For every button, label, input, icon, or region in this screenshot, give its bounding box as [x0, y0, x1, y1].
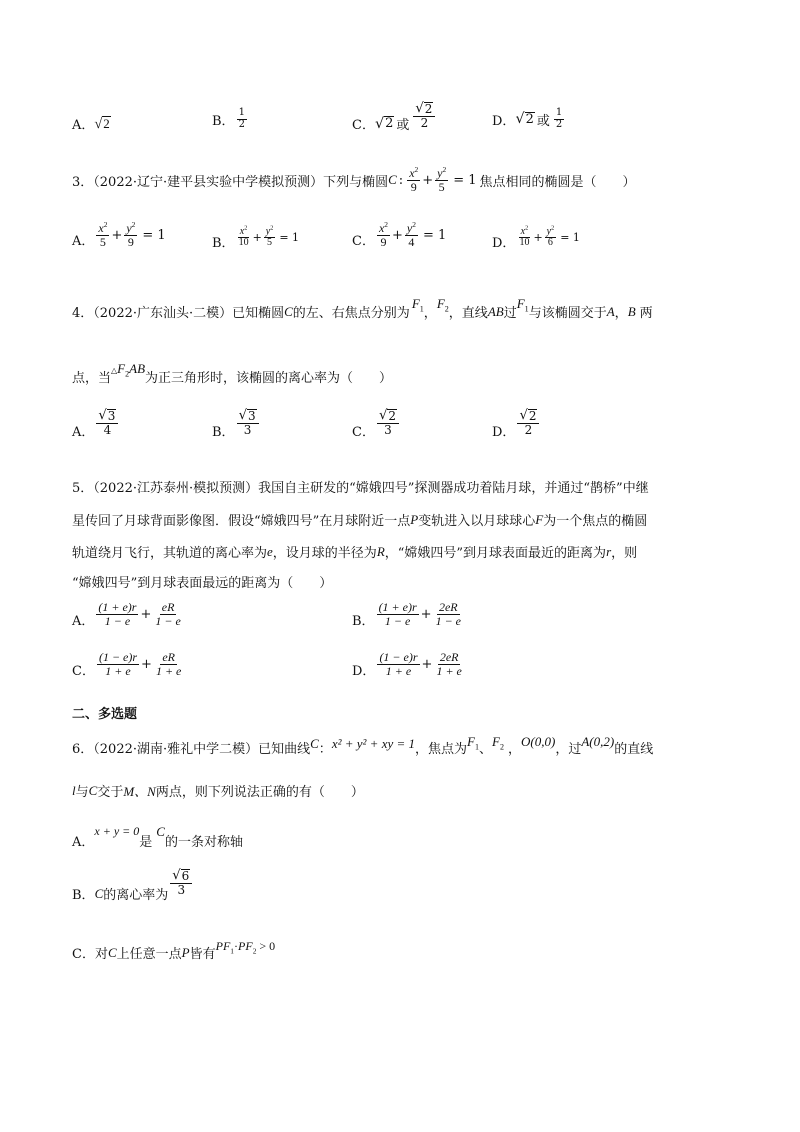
math-var: C	[156, 823, 165, 839]
q4-line2	[72, 360, 393, 386]
denominator: 1 − e	[435, 614, 461, 628]
vector: PF	[238, 939, 253, 953]
text: 两点，则下列说法正确的有（ ）	[155, 785, 364, 800]
fraction	[153, 601, 182, 627]
text: 星传回了月球背面影像图．假设“嫦娥四号”在月球附近一点	[72, 514, 411, 529]
math-var: l	[72, 782, 76, 798]
q3-option-b	[212, 224, 299, 251]
denominator: 10	[238, 237, 249, 248]
q5-line2	[72, 510, 647, 529]
fraction	[96, 601, 138, 627]
denominator: 9	[380, 235, 387, 249]
fraction: $\frac{x^2}{9}$	[378, 220, 388, 249]
plus-sign: +	[252, 231, 262, 244]
text: 与该椭圆交于	[528, 306, 607, 321]
math-var: P	[181, 944, 190, 960]
math-var: r	[606, 543, 612, 559]
math-var: R	[376, 543, 385, 559]
numerator: 2eR	[439, 650, 459, 665]
text: 对	[94, 947, 108, 962]
dot-operator: ·	[234, 939, 239, 953]
fraction	[434, 601, 463, 627]
denominator: 1 + e	[385, 664, 412, 678]
denominator: 5	[438, 179, 445, 194]
text: 的直线	[614, 742, 654, 757]
text: 、	[479, 742, 493, 757]
fraction: √ 2 2	[517, 409, 539, 436]
q3-option-a	[72, 222, 166, 249]
math-var: C	[107, 944, 117, 960]
comma: ，	[614, 306, 628, 321]
option-label: A．	[72, 425, 95, 440]
focus-f1: $F_1$	[467, 733, 480, 752]
q4-option-d	[492, 405, 541, 440]
text: ，	[508, 742, 522, 757]
denominator: 5	[99, 235, 106, 249]
fraction: $\frac{y^2}{9}$	[126, 220, 136, 249]
radicand: 3	[247, 408, 256, 423]
option-label: A．	[72, 835, 95, 850]
numerator: 1	[555, 107, 563, 118]
text: 交于	[97, 785, 124, 800]
symmetry-axis-eq: x + y = 0	[94, 824, 140, 838]
q6-line2	[72, 781, 364, 800]
section-heading: 二、多选题	[72, 707, 138, 722]
fraction: $\frac{y^2}{5}$	[265, 224, 274, 248]
point-a: A(0,2)	[581, 733, 615, 749]
q5-line4: “嫦娥四号”到月球表面最远的距离为（ ）	[72, 576, 333, 591]
text: ：	[318, 742, 332, 757]
q2-option-b	[212, 108, 249, 130]
q4-line1	[72, 295, 653, 321]
q5-option-a	[72, 600, 185, 629]
q2-option-c	[352, 98, 437, 133]
denominator: 3	[384, 422, 392, 437]
option-label: B．	[352, 614, 375, 629]
point-o: O(0,0)	[521, 733, 556, 749]
text: ，设月球的半径为	[272, 546, 377, 561]
q3-option-d	[492, 224, 580, 251]
fraction: √ 3 3	[237, 409, 259, 436]
math-var: AB	[129, 360, 146, 376]
fraction: √ 6 3	[170, 869, 192, 896]
q4-option-c	[352, 405, 401, 440]
numerator: eR	[162, 650, 175, 665]
denominator: 2	[238, 118, 245, 130]
q4-option-b	[212, 405, 261, 440]
text: ，“嫦娥四号”到月球表面最近的距离为	[384, 546, 607, 561]
option-label: C．	[72, 947, 95, 962]
math-var: C	[284, 303, 293, 319]
radicand: 2	[525, 111, 534, 127]
denominator: 1 − e	[155, 614, 181, 628]
math-var: F	[436, 295, 445, 311]
text: 轨道绕月飞行，其轨道的离心率为	[72, 546, 268, 561]
text: 变轨进入以月球球心	[418, 514, 536, 529]
fraction: √ 2 3	[377, 409, 399, 436]
plus-sign: +	[422, 172, 434, 188]
focus-f1: $F_1$	[516, 295, 529, 314]
plus-sign: +	[421, 657, 433, 672]
radicand: 3	[107, 408, 116, 423]
colon: :	[398, 172, 404, 188]
text: ，直线	[448, 306, 488, 321]
numerator: (1 + e)r	[98, 600, 137, 615]
text: 两	[639, 306, 653, 321]
or-word: 或	[396, 118, 410, 133]
denominator: 9	[127, 235, 134, 249]
math-var: F	[467, 733, 475, 749]
plus-sign: +	[111, 228, 123, 243]
math-var: F	[535, 511, 544, 527]
focus-f2: $F_2$	[436, 295, 449, 314]
numerator: eR	[161, 600, 175, 615]
denominator: 5	[267, 237, 273, 248]
equation-rhs: = 1	[560, 231, 580, 244]
denominator: 9	[410, 179, 417, 194]
q5-option-b	[352, 600, 465, 629]
denominator: 6	[547, 237, 553, 248]
math-var: C	[94, 885, 104, 901]
plus-sign: +	[533, 231, 543, 244]
text: 4．（2022·广东汕头·二模）已知椭圆	[72, 306, 285, 321]
sqrt-expr: √ 2	[94, 115, 110, 132]
math-var: F	[492, 733, 500, 749]
numerator: (1 + e)r	[378, 600, 417, 615]
radicand: 2	[385, 116, 394, 132]
numerator: 2eR	[438, 600, 458, 615]
ellipse-name: C	[388, 172, 397, 188]
q5-line1: 5．（2022·江苏泰州·模拟预测）我国自主研发的“嫦娥四号”探测器成功着陆月球，并通过“鹊桥”中继	[72, 481, 649, 496]
fraction: √ 3 4	[96, 409, 118, 436]
inequality: > 0	[259, 939, 276, 953]
equation-rhs: = 1	[279, 231, 300, 244]
sqrt-expr: √ 2	[515, 111, 534, 128]
math-var: M、N	[123, 784, 156, 799]
math-var: AB	[487, 303, 504, 319]
denominator: 1 + e	[155, 664, 182, 678]
denominator: 2	[524, 422, 533, 437]
denominator: 2	[555, 118, 563, 130]
fraction	[237, 108, 247, 130]
math-var: F	[516, 295, 525, 311]
option-label: C．	[352, 234, 375, 249]
fraction	[434, 651, 463, 677]
option-label: D．	[352, 664, 376, 679]
option-label: A．	[72, 234, 95, 249]
denominator: 1 + e	[105, 664, 131, 678]
fraction	[554, 108, 564, 130]
denominator: 3	[243, 422, 252, 437]
curve-equation: x² + y² + xy = 1	[331, 735, 416, 751]
math-var: C	[88, 782, 98, 798]
q3-stem	[72, 167, 636, 193]
text: 是	[139, 835, 153, 850]
plus-sign: +	[420, 607, 432, 622]
option-label: D．	[492, 236, 516, 251]
q5-option-c	[72, 650, 185, 679]
triangle-expr: $\triangle F_2AB$	[111, 360, 146, 379]
equation-rhs: = 1	[453, 172, 477, 188]
radicand: 2	[528, 408, 537, 423]
numerator: (1 − e)r	[98, 650, 138, 665]
math-var: A	[606, 303, 615, 319]
fraction	[154, 651, 183, 677]
q3-option-c	[352, 222, 446, 249]
denominator: 1 − e	[384, 614, 411, 628]
text: 6．（2022·湖南·雅礼中学二模）已知曲线	[72, 742, 311, 757]
text: 的一条对称轴	[164, 835, 243, 850]
option-label: B．	[72, 888, 95, 903]
text: ，则	[611, 546, 638, 561]
q5-option-d	[352, 650, 466, 679]
q3-stem-text: 3．（2022·辽宁·建平县实验中学模拟预测）下列与椭圆	[72, 174, 389, 190]
math-var: F	[117, 360, 126, 376]
radicand: 2	[103, 116, 110, 132]
denominator: 2	[420, 115, 429, 130]
sqrt-expr: √ 2	[415, 101, 433, 117]
fraction: $\frac{x^2}{9}$	[409, 165, 419, 194]
option-label: D．	[492, 113, 516, 129]
focus-f2: $F_2$	[492, 733, 505, 752]
fraction	[377, 651, 419, 677]
option-label: C．	[352, 118, 375, 133]
dot-product-expr: $PF_1\cdot PF_2 > 0$	[215, 939, 276, 956]
q2-option-a	[72, 114, 111, 133]
plus-sign: +	[140, 607, 152, 622]
plus-sign: +	[141, 657, 152, 672]
numerator: (1 − e)r	[379, 650, 418, 665]
text: 上任意一点	[116, 947, 182, 962]
fraction: $\frac{y^2}{4}$	[406, 220, 416, 249]
denominator: 10	[519, 237, 530, 248]
text: ，焦点为	[415, 742, 468, 757]
text: 与	[75, 785, 89, 800]
math-var: F	[411, 295, 420, 311]
sqrt-expr: √ 2	[374, 115, 394, 132]
text: 为一个焦点的椭圆	[543, 514, 648, 529]
q6-line1	[72, 733, 654, 757]
plus-sign: +	[392, 228, 403, 243]
radicand: 6	[181, 868, 190, 883]
math-var: e	[267, 543, 273, 559]
numerator: 1	[238, 107, 245, 118]
fraction: $\frac{x^2}{5}$	[98, 220, 108, 249]
radicand: 2	[388, 408, 396, 423]
text: 的左、右焦点分别为	[292, 306, 410, 321]
q6-option-b	[72, 862, 194, 903]
text: 为正三角形时，该椭圆的离心率为（ ）	[145, 371, 393, 386]
text: 皆有	[189, 947, 216, 962]
vector: PF	[215, 939, 231, 953]
q4-option-a	[72, 405, 120, 440]
math-var: C	[310, 735, 319, 751]
option-label: B．	[212, 236, 235, 251]
fraction: $\frac{y^2}{5}$	[437, 165, 447, 194]
option-label: A．	[72, 118, 95, 133]
radicand: 2	[424, 101, 433, 116]
q2-option-d	[492, 108, 566, 130]
fraction: $\frac{y^2}{6}$	[546, 224, 555, 248]
fraction: $\frac{x^2}{10}$	[519, 224, 530, 248]
fraction	[97, 651, 139, 677]
text: 的离心率为	[103, 888, 169, 903]
text: ，过	[555, 742, 582, 757]
fraction	[413, 102, 435, 129]
option-label: C．	[352, 425, 375, 440]
text: 过	[503, 306, 517, 321]
denominator: 1 + e	[436, 664, 462, 678]
option-label: A．	[72, 614, 95, 629]
triangle-icon: △	[111, 365, 118, 375]
denominator: 1 − e	[104, 614, 131, 628]
q3-stem-suffix: 焦点相同的椭圆是（ ）	[479, 174, 636, 190]
fraction: $\frac{x^2}{10}$	[238, 224, 249, 248]
denominator: 3	[177, 882, 186, 897]
equation-rhs: = 1	[142, 228, 166, 243]
q6-option-a	[72, 813, 243, 850]
or-word: 或	[536, 113, 550, 129]
denominator: 4	[103, 422, 112, 437]
option-label: D．	[492, 425, 516, 440]
q5-line3	[72, 542, 637, 561]
q6-option-c	[72, 939, 276, 962]
text: 点，当	[72, 371, 112, 386]
math-var: B	[627, 303, 636, 319]
option-label: C．	[72, 664, 95, 679]
option-label: B．	[212, 425, 235, 440]
option-label: B．	[212, 113, 235, 129]
fraction	[377, 601, 419, 627]
focus-f1: $F_1$	[411, 295, 424, 314]
equation-rhs: = 1	[422, 228, 447, 243]
text: ，	[423, 306, 437, 321]
denominator: 4	[408, 235, 415, 249]
math-var: P	[410, 511, 419, 527]
